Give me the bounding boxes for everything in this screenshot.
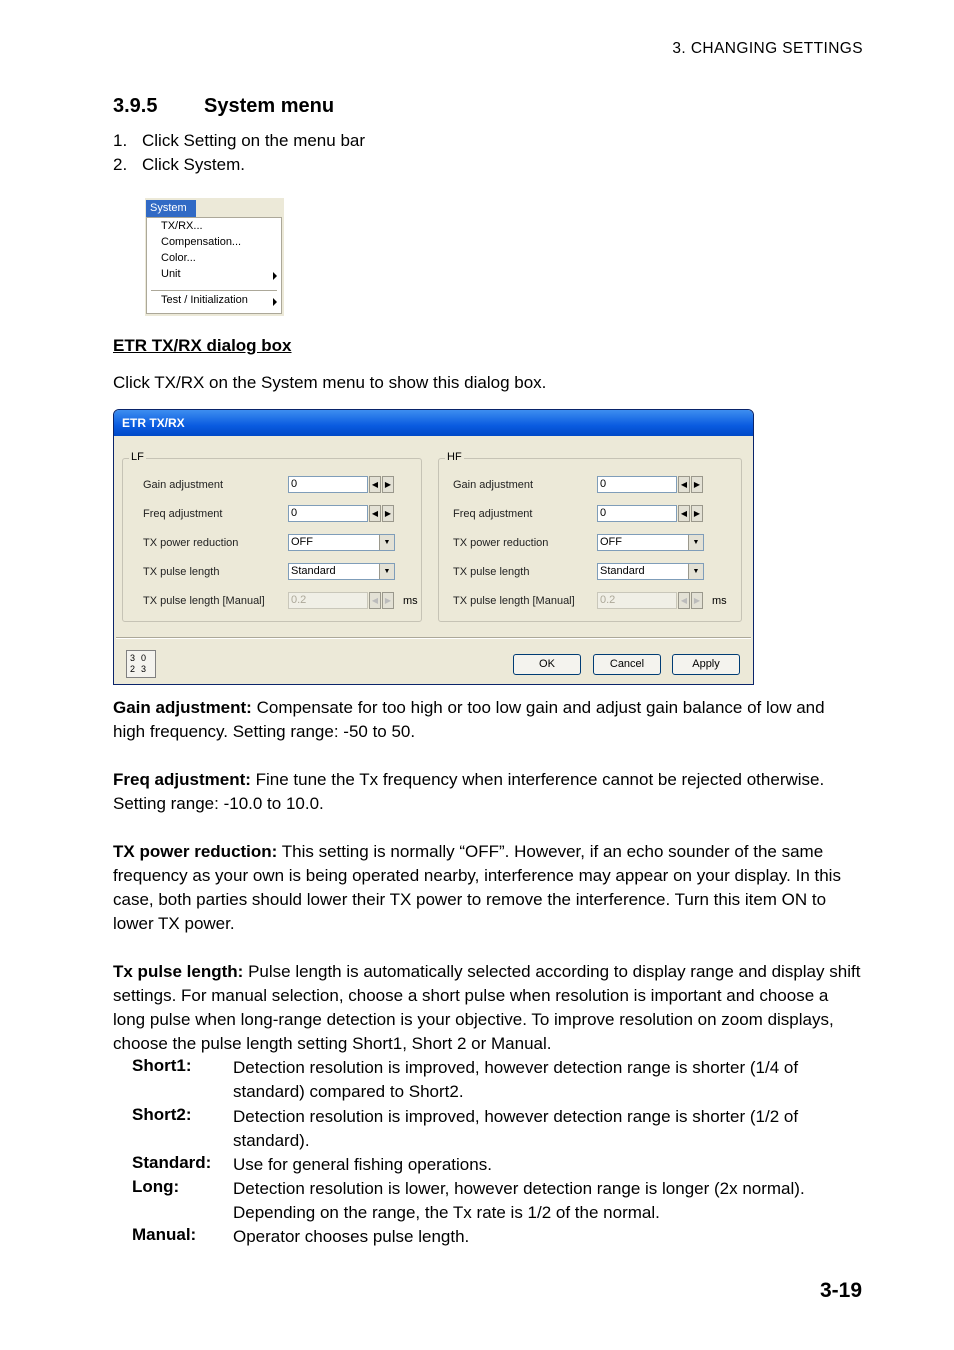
lf-gain-spinner[interactable] (369, 476, 395, 493)
step-1 (113, 131, 365, 151)
step-2 (113, 155, 245, 175)
hf-freq-label: Freq adjustment (453, 508, 533, 520)
definition-text: Detection resolution is lower, however detection range is longer (2x normal). Depending on the range, the Tx rate is 1/2 of the normal. (233, 1179, 805, 1222)
chevron-down-icon[interactable]: ▼ (688, 535, 703, 550)
definition-text: Use for general fishing operations. (233, 1155, 492, 1174)
chevron-down-icon[interactable]: ▼ (379, 564, 394, 579)
definition-term: Standard: (132, 1153, 212, 1172)
definition-term: Short1: (132, 1056, 192, 1075)
lf-power-select[interactable] (288, 534, 395, 551)
menu-item-unit[interactable]: Unit (161, 268, 181, 280)
lf-freq-spinner[interactable] (369, 505, 395, 522)
definition-term: Short2: (132, 1105, 192, 1124)
menu-item-compensation[interactable]: Compensation... (161, 236, 242, 248)
hf-pulse-label: TX pulse length (453, 566, 530, 578)
lf-legend: LF (131, 451, 144, 463)
power-paragraph (113, 840, 848, 936)
lf-gain-input[interactable]: 0 (288, 476, 368, 493)
spin-left-icon[interactable]: ◀ (369, 476, 381, 493)
lf-manual-spinner (369, 592, 395, 609)
submenu-arrow-icon (273, 298, 277, 306)
dialog-subheading: ETR TX/RX dialog box (113, 336, 292, 355)
apply-button[interactable]: Apply (672, 654, 740, 675)
lf-pulse-value: Standard (291, 565, 336, 577)
ok-button[interactable]: OK (513, 654, 581, 675)
paragraph-term: Gain adjustment: (113, 698, 252, 717)
definition-text: Detection resolution is improved, however detection range is shorter (1/4 of standard) compared to Short2. (233, 1058, 799, 1101)
hf-power-value: OFF (600, 536, 622, 548)
hf-manual-spinner (678, 592, 704, 609)
spin-left-icon: ◀ (369, 592, 381, 609)
definition-text: Operator chooses pulse length. (233, 1227, 470, 1246)
lf-manual-label: TX pulse length [Manual] (143, 595, 265, 607)
lf-manual-input: 0.2 (288, 592, 368, 609)
hf-pulse-select[interactable] (597, 563, 704, 580)
definition-term: Long: (132, 1177, 180, 1196)
freq-paragraph (113, 768, 833, 816)
lf-freq-input[interactable]: 0 (288, 505, 368, 522)
hf-group (438, 451, 742, 622)
section-title: System menu (204, 95, 335, 117)
lf-gain-label: Gain adjustment (143, 479, 224, 491)
menu-item-color[interactable]: Color... (161, 252, 196, 264)
hf-legend: HF (447, 451, 462, 463)
hf-freq-spinner[interactable] (678, 505, 704, 522)
lf-freq-label: Freq adjustment (143, 508, 223, 520)
lf-pulse-label: TX pulse length (143, 566, 220, 578)
pulse-paragraph (113, 960, 861, 1056)
paragraph-term: Tx pulse length: (113, 962, 244, 981)
paragraph-term: Freq adjustment: (113, 770, 251, 789)
spin-left-icon: ◀ (678, 592, 690, 609)
menu-item-txrx[interactable]: TX/RX... (161, 220, 203, 232)
definition-term: Manual: (132, 1225, 197, 1244)
paragraph-text: Compensate for too high or too low gain and adjust gain balance of low and high frequency. Setting range: -50 to 50. (113, 698, 825, 741)
step-number: 2. (113, 155, 128, 174)
definition-text: Detection resolution is improved, however detection range is shorter (1/2 of standard). (233, 1107, 799, 1150)
system-menu-screenshot (145, 198, 284, 316)
spin-right-icon[interactable]: ▶ (382, 505, 394, 522)
paragraph-text: Pulse length is automatically selected according to display range and display shift settings. For manual selection, choose a short pulse when resolution is important and choose a long pulse when long-range detection is your objective. To improve resolution on zoom displays, choose the pulse length setting Short1, Short 2 or Manual. (113, 962, 861, 1053)
page-number: 3-19 (819, 1279, 862, 1302)
submenu-arrow-icon (273, 272, 277, 280)
keypad-icon[interactable]: 3 0 2 3 (126, 650, 156, 678)
dialog-intro: Click TX/RX on the System menu to show this dialog box. (113, 373, 547, 392)
spin-right-icon[interactable]: ▶ (382, 476, 394, 493)
lf-group (122, 451, 422, 622)
paragraph-text: Fine tune the Tx frequency when interference cannot be rejected otherwise. Setting range: -10.0 to 10.0. (113, 770, 825, 813)
cancel-button[interactable]: Cancel (593, 654, 661, 675)
running-header: 3. CHANGING SETTINGS (672, 40, 863, 57)
hf-power-label: TX power reduction (453, 537, 549, 549)
spin-left-icon[interactable]: ◀ (678, 505, 690, 522)
spin-left-icon[interactable]: ◀ (678, 476, 690, 493)
step-text: Click System. (142, 155, 245, 174)
chevron-down-icon[interactable]: ▼ (379, 535, 394, 550)
gain-paragraph (113, 696, 858, 744)
dialog-divider (116, 637, 751, 639)
paragraph-term: TX power reduction: (113, 842, 278, 861)
hf-unit: ms (712, 595, 727, 607)
lf-power-label: TX power reduction (143, 537, 239, 549)
paragraph-text: This setting is normally “OFF”. However, if an echo sounder of the same frequency as your own is being operated nearby, interference may appear on your display. In this case, both parties should lower their TX power to remove the interference. Turn this item ON to lower TX power. (113, 842, 841, 933)
hf-power-select[interactable] (597, 534, 704, 551)
etr-txrx-dialog (113, 409, 754, 685)
chevron-down-icon[interactable]: ▼ (688, 564, 703, 579)
spin-left-icon[interactable]: ◀ (369, 505, 381, 522)
dialog-title: ETR TX/RX (114, 410, 753, 436)
menu-item-test-initialization[interactable]: Test / Initialization (161, 294, 248, 306)
system-menu-title[interactable]: System (146, 200, 196, 217)
spin-right-icon: ▶ (382, 592, 394, 609)
step-text: Click Setting on the menu bar (142, 131, 366, 150)
spin-right-icon[interactable]: ▶ (691, 476, 703, 493)
spin-right-icon[interactable]: ▶ (691, 505, 703, 522)
spin-right-icon: ▶ (691, 592, 703, 609)
hf-gain-label: Gain adjustment (453, 479, 534, 491)
hf-manual-input: 0.2 (597, 592, 677, 609)
hf-freq-input[interactable]: 0 (597, 505, 677, 522)
lf-pulse-select[interactable] (288, 563, 395, 580)
step-number: 1. (113, 131, 128, 150)
hf-pulse-value: Standard (600, 565, 645, 577)
section-number: 3.9.5 (113, 95, 158, 117)
hf-gain-spinner[interactable] (678, 476, 704, 493)
menu-separator (151, 290, 277, 291)
lf-power-value: OFF (291, 536, 313, 548)
hf-manual-label: TX pulse length [Manual] (453, 595, 575, 607)
hf-gain-input[interactable]: 0 (597, 476, 677, 493)
lf-unit: ms (403, 595, 418, 607)
system-menu-dropdown (146, 217, 282, 314)
